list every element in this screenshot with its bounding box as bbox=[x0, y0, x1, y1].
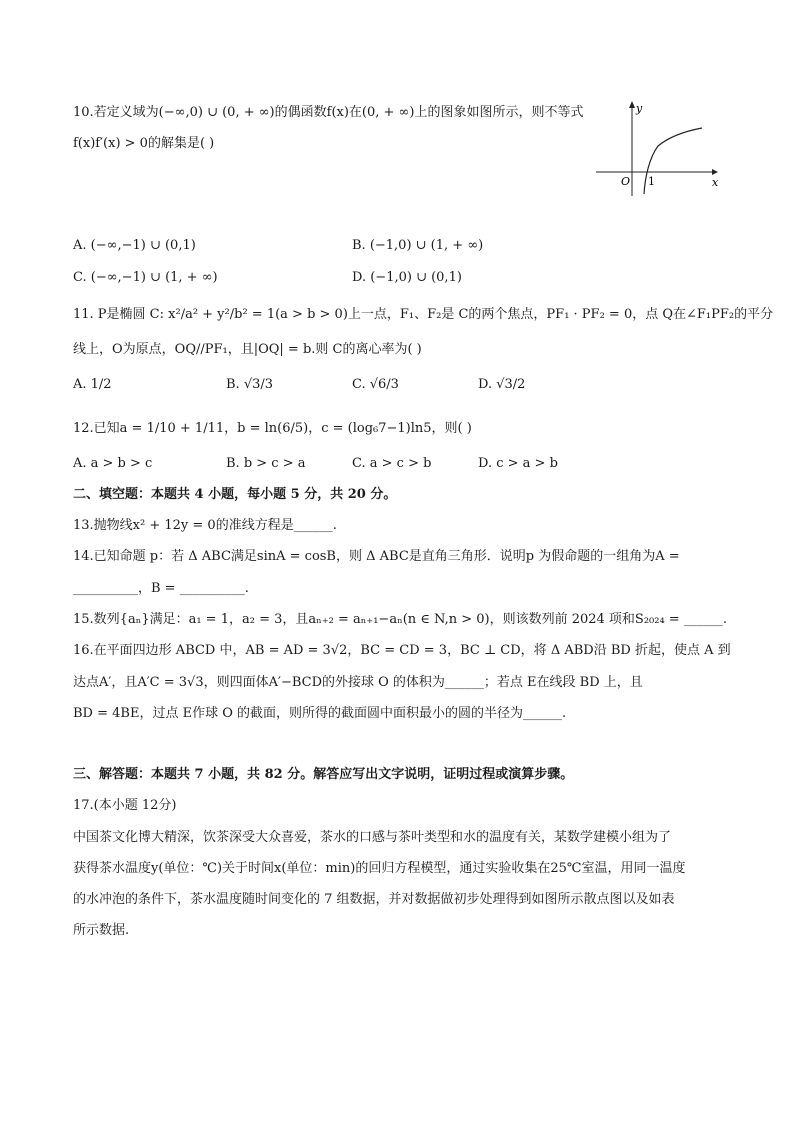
q10-line2: f(x)f′(x) > 0的解集是( ) bbox=[73, 136, 215, 151]
q12-option-b: B. b > c > a bbox=[226, 456, 306, 471]
q17-line1: 中国茶文化博大精深，饮茶深受大众喜爱，茶水的口感与茶叶类型和水的温度有关，某数学建模小组为了 bbox=[73, 830, 672, 845]
origin-label: O bbox=[621, 175, 631, 188]
q11-option-d: D. √3/2 bbox=[478, 377, 526, 392]
section-solution-heading: 三、解答题：本题共 7 小题，共 82 分。解答应写出文字说明，证明过程或演算步骤。 bbox=[73, 767, 574, 782]
q10-option-a: A. (−∞,−1) ∪ (0,1) bbox=[73, 238, 196, 253]
y-label: y bbox=[636, 102, 643, 115]
q11-option-c: C. √6/3 bbox=[352, 377, 399, 392]
one-label: 1 bbox=[648, 175, 655, 188]
q12-option-a: A. a > b > c bbox=[73, 456, 153, 471]
function-graph bbox=[592, 98, 722, 200]
q12-option-d: D. c > a > b bbox=[478, 456, 558, 471]
x-label: x bbox=[712, 176, 719, 189]
q17-line4: 所示数据. bbox=[73, 923, 130, 938]
q13: 13.抛物线x² + 12y = 0的准线方程是______. bbox=[73, 518, 337, 533]
q11-line2: 线上，O为原点，OQ//PF₁，且|OQ| = b.则 C的离心率为( ) bbox=[73, 342, 422, 357]
q16-line3: BD = 4BE，过点 E作球 O 的截面，则所得的截面圆中面积最小的圆的半径为______. bbox=[73, 706, 567, 721]
section-fill-in-heading: 二、填空题：本题共 4 小题，每小题 5 分，共 20 分。 bbox=[73, 487, 397, 502]
q17-header: 17.(本小题 12分) bbox=[73, 798, 177, 813]
q10-option-b: B. (−1,0) ∪ (1, + ∞) bbox=[352, 238, 484, 253]
q12-line1: 12.已知a = 1/10 + 1/11，b = ln(6/5)，c = (log₆7−1)ln5，则( ) bbox=[73, 421, 472, 436]
q16-line2: 达点A′，且A′C = 3√3，则四面体A′−BCD的外接球 O 的体积为______；若点 E在线段 BD 上，且 bbox=[73, 675, 643, 690]
q14-line2: __________，B = __________. bbox=[73, 581, 249, 596]
q10-option-c: C. (−∞,−1) ∪ (1, + ∞) bbox=[73, 270, 218, 285]
q14-line1: 14.已知命题 p：若 Δ ABC满足sinA = cosB，则 Δ ABC是直角三角形．说明p 为假命题的一组角为A = bbox=[73, 549, 680, 564]
q15: 15.数列{aₙ}满足：a₁ = 1，a₂ = 3，且aₙ₊₂ = aₙ₊₁−aₙ(n ∈ N,n > 0)，则该数列前 2024 项和S₂₀₂₄ = ______. bbox=[73, 612, 727, 627]
x-axis-arrow bbox=[712, 169, 718, 175]
q16-line1: 16.在平面四边形 ABCD 中，AB = AD = 3√2，BC = CD = 3，BC ⊥ CD，将 Δ ABD沿 BD 折起，使点 A 到 bbox=[73, 643, 731, 658]
q12-option-c: C. a > c > b bbox=[352, 456, 432, 471]
q17-line3: 的水冲泡的条件下，茶水温度随时间变化的 7 组数据，并对数据做初步处理得到如图所示散点图以及如表 bbox=[73, 892, 675, 907]
q11-option-b: B. √3/3 bbox=[226, 377, 274, 392]
q11-option-a: A. 1/2 bbox=[73, 377, 112, 392]
q10-option-d: D. (−1,0) ∪ (0,1) bbox=[352, 270, 462, 285]
q17-line2: 获得茶水温度y(单位：℃)关于时间x(单位：min)的回归方程模型，通过实验收集在25℃室温，用同一温度 bbox=[73, 861, 686, 876]
y-axis-arrow bbox=[629, 101, 635, 108]
q10-line1: 10.若定义域为(−∞,0) ∪ (0, + ∞)的偶函数f(x)在(0, + ∞)上的图象如图所示，则不等式 bbox=[73, 105, 584, 120]
q11-line1: 11. P是椭圆 C: x²/a² + y²/b² = 1(a > b > 0)上一点，F₁、F₂是 C的两个焦点，PF₁ · PF₂ = 0，点 Q在∠F₁PF₂的平分 bbox=[73, 307, 774, 322]
